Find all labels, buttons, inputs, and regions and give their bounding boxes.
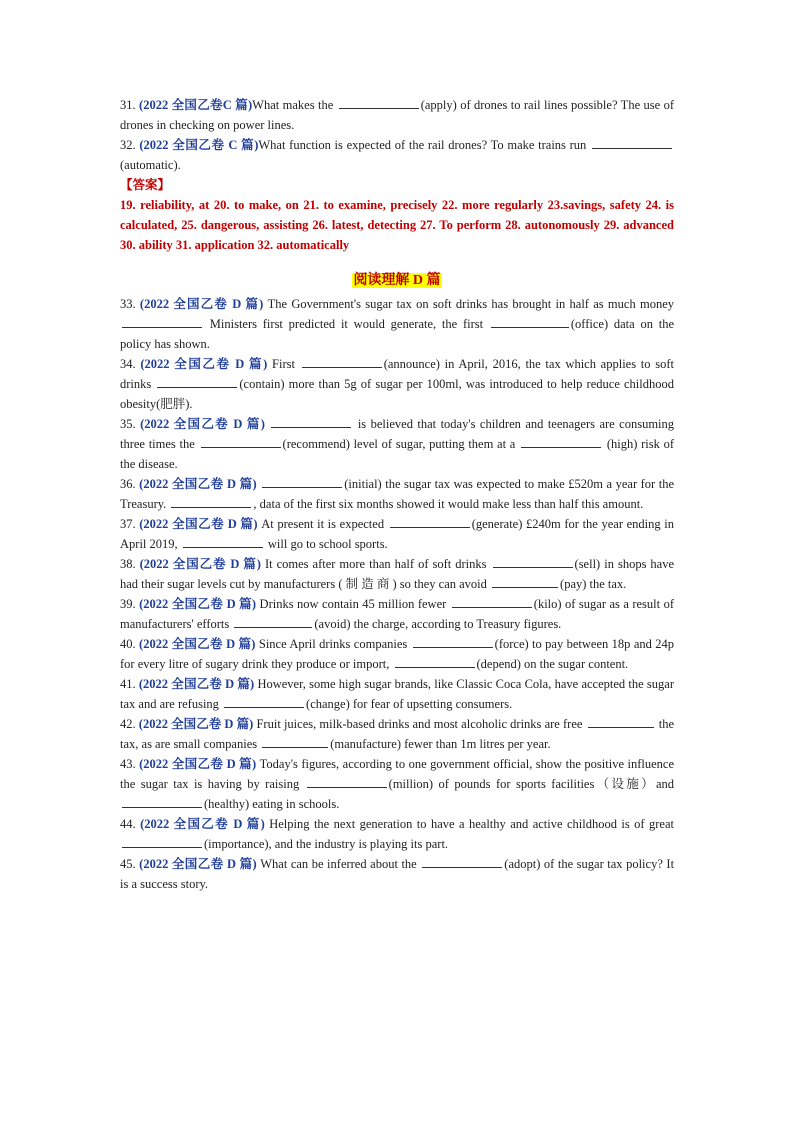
answer-blank[interactable] bbox=[234, 615, 312, 628]
answer-blank[interactable] bbox=[157, 375, 237, 388]
answer-blank[interactable] bbox=[339, 96, 419, 109]
question-source: (2022 全国乙卷 D 篇) bbox=[139, 297, 264, 311]
answer-blank[interactable] bbox=[302, 355, 382, 368]
question-number: 32. bbox=[120, 138, 136, 152]
question-34: 34. (2022 全国乙卷 D 篇) First (announce) in April, 2016, the tax which applies to soft drinks (contain) more than 5g of sugar per 100ml, was introduced to help reduce childhood obesity(肥胖). bbox=[120, 357, 674, 411]
question-36: 36. (2022 全国乙卷 D 篇) (initial) the sugar tax was expected to make £520m a year for the Treasury. , data of the first six months showed it would make less than half this amount. bbox=[120, 477, 675, 511]
question-44: 44. (2022 全国乙卷 D 篇) Helping the next generation to have a healthy and active childhood is of great (importance), and the industry is playing its part. bbox=[120, 817, 675, 851]
question-source: (2022 全国乙卷 D 篇) bbox=[138, 677, 255, 691]
question-source: (2022 全国乙卷 D 篇) bbox=[139, 557, 261, 571]
question-source: (2022 全国乙卷 C 篇) bbox=[139, 138, 259, 152]
question-source: (2022 全国乙卷 D 篇) bbox=[138, 717, 254, 731]
question-38: 38. (2022 全国乙卷 D 篇) It comes after more than half of soft drinks (sell) in shops have had their sugar levels cut by manufacturers ( 制 造 商 ) so they can avoid (pay) the tax. bbox=[120, 557, 675, 591]
answer-heading: 【答案】 bbox=[120, 178, 171, 192]
section-title: 阅读理解 D 篇 bbox=[353, 273, 441, 288]
question-31: 31. (2022 全国乙卷C 篇)What makes the (apply) of drones to rail lines possible? The use of drones in checking on power lines. bbox=[120, 98, 675, 132]
answer-blank[interactable] bbox=[171, 495, 251, 508]
answer-blank[interactable] bbox=[390, 515, 470, 528]
answer-blank[interactable] bbox=[452, 595, 532, 608]
question-42: 42. (2022 全国乙卷 D 篇) Fruit juices, milk-based drinks and most alcoholic drinks are free the tax, as are small companies (manufacture) fewer than 1m litres per year. bbox=[120, 717, 675, 751]
question-40: 40. (2022 全国乙卷 D 篇) Since April drinks companies (force) to pay between 18p and 24p for every litre of sugary drink they produce or import, (depend) on the sugar content. bbox=[120, 637, 675, 671]
question-source: (2022 全国乙卷 D 篇) bbox=[139, 597, 257, 611]
answer-blank[interactable] bbox=[493, 555, 573, 568]
question-37: 37. (2022 全国乙卷 D 篇) At present it is expected (generate) £240m for the year ending in April 2019, will go to school sports. bbox=[120, 517, 675, 551]
question-source: (2022 全国乙卷 D 篇) bbox=[140, 357, 268, 371]
question-32: 32. (2022 全国乙卷 C 篇)What function is expected of the rail drones? To make trains run (automatic). bbox=[120, 135, 674, 175]
question-41: 41. (2022 全国乙卷 D 篇) However, some high sugar brands, like Classic Coca Cola, have accepted the sugar tax and are refusing (change) for fear of upsetting consumers. bbox=[120, 677, 675, 711]
answer-blank[interactable] bbox=[413, 635, 493, 648]
answer-blank[interactable] bbox=[588, 715, 654, 728]
answer-blank[interactable] bbox=[122, 835, 202, 848]
answer-blank[interactable] bbox=[521, 435, 601, 448]
answer-blank[interactable] bbox=[422, 855, 502, 868]
question-source: (2022 全国乙卷 D 篇) bbox=[139, 637, 256, 651]
question-source: (2022 全国乙卷 D 篇) bbox=[140, 817, 265, 831]
answer-blank[interactable] bbox=[492, 575, 558, 588]
answer-blank[interactable] bbox=[592, 136, 672, 149]
question-35: 35. (2022 全国乙卷 D 篇) is believed that today's children and teenagers are consuming three times the (recommend) level of sugar, putting them at a (high) risk of the disease. bbox=[120, 417, 675, 471]
question-39: 39. (2022 全国乙卷 D 篇) Drinks now contain 45 million fewer (kilo) of sugar as a result of manufacturers' efforts (avoid) the charge, according to Treasury figures. bbox=[120, 597, 674, 631]
answer-blank[interactable] bbox=[271, 415, 351, 428]
answer-blank[interactable] bbox=[491, 315, 569, 328]
question-source: (2022 全国乙卷 D 篇) bbox=[139, 857, 257, 871]
answer-blank[interactable] bbox=[395, 655, 475, 668]
answer-key: 19. reliability, at 20. to make, on 21. to examine, precisely 22. more regularly 23.savings, safety 24. is calculated, 25. dangerous, assisting 26. latest, detecting 27. To perform 28. autonomously 29. advanced 30. ability 31. application 32. automatically bbox=[120, 198, 674, 252]
question-number: 31. bbox=[120, 98, 136, 112]
question-43: 43. (2022 全国乙卷 D 篇) Today's figures, according to one government official, show the positive influence the sugar tax is having by raising (million) of pounds for sports facilities（设施）and (healthy) eating in schools. bbox=[120, 757, 675, 811]
worksheet-page bbox=[120, 95, 674, 894]
question-45: 45. (2022 全国乙卷 D 篇) What can be inferred about the (adopt) of the sugar tax policy? It is a success story. bbox=[120, 857, 675, 891]
answer-blank[interactable] bbox=[307, 775, 387, 788]
question-33: 33. (2022 全国乙卷 D 篇) The Government's sugar tax on soft drinks has brought in half as much money Ministers first predicted it would generate, the first (office) data on the policy has shown. bbox=[120, 297, 675, 351]
question-source: (2022 全国乙卷 D 篇) bbox=[140, 417, 265, 431]
question-source: (2022 全国乙卷 D 篇) bbox=[139, 517, 258, 531]
answer-blank[interactable] bbox=[262, 735, 328, 748]
answer-blank[interactable] bbox=[183, 535, 263, 548]
answer-blank[interactable] bbox=[262, 475, 342, 488]
question-source: (2022 全国乙卷C 篇) bbox=[139, 98, 253, 112]
answer-blank[interactable] bbox=[122, 315, 202, 328]
question-source: (2022 全国乙卷 D 篇) bbox=[139, 757, 257, 771]
question-source: (2022 全国乙卷 D 篇) bbox=[139, 477, 257, 491]
answer-blank[interactable] bbox=[224, 695, 304, 708]
answer-blank[interactable] bbox=[201, 435, 281, 448]
answer-blank[interactable] bbox=[122, 795, 202, 808]
